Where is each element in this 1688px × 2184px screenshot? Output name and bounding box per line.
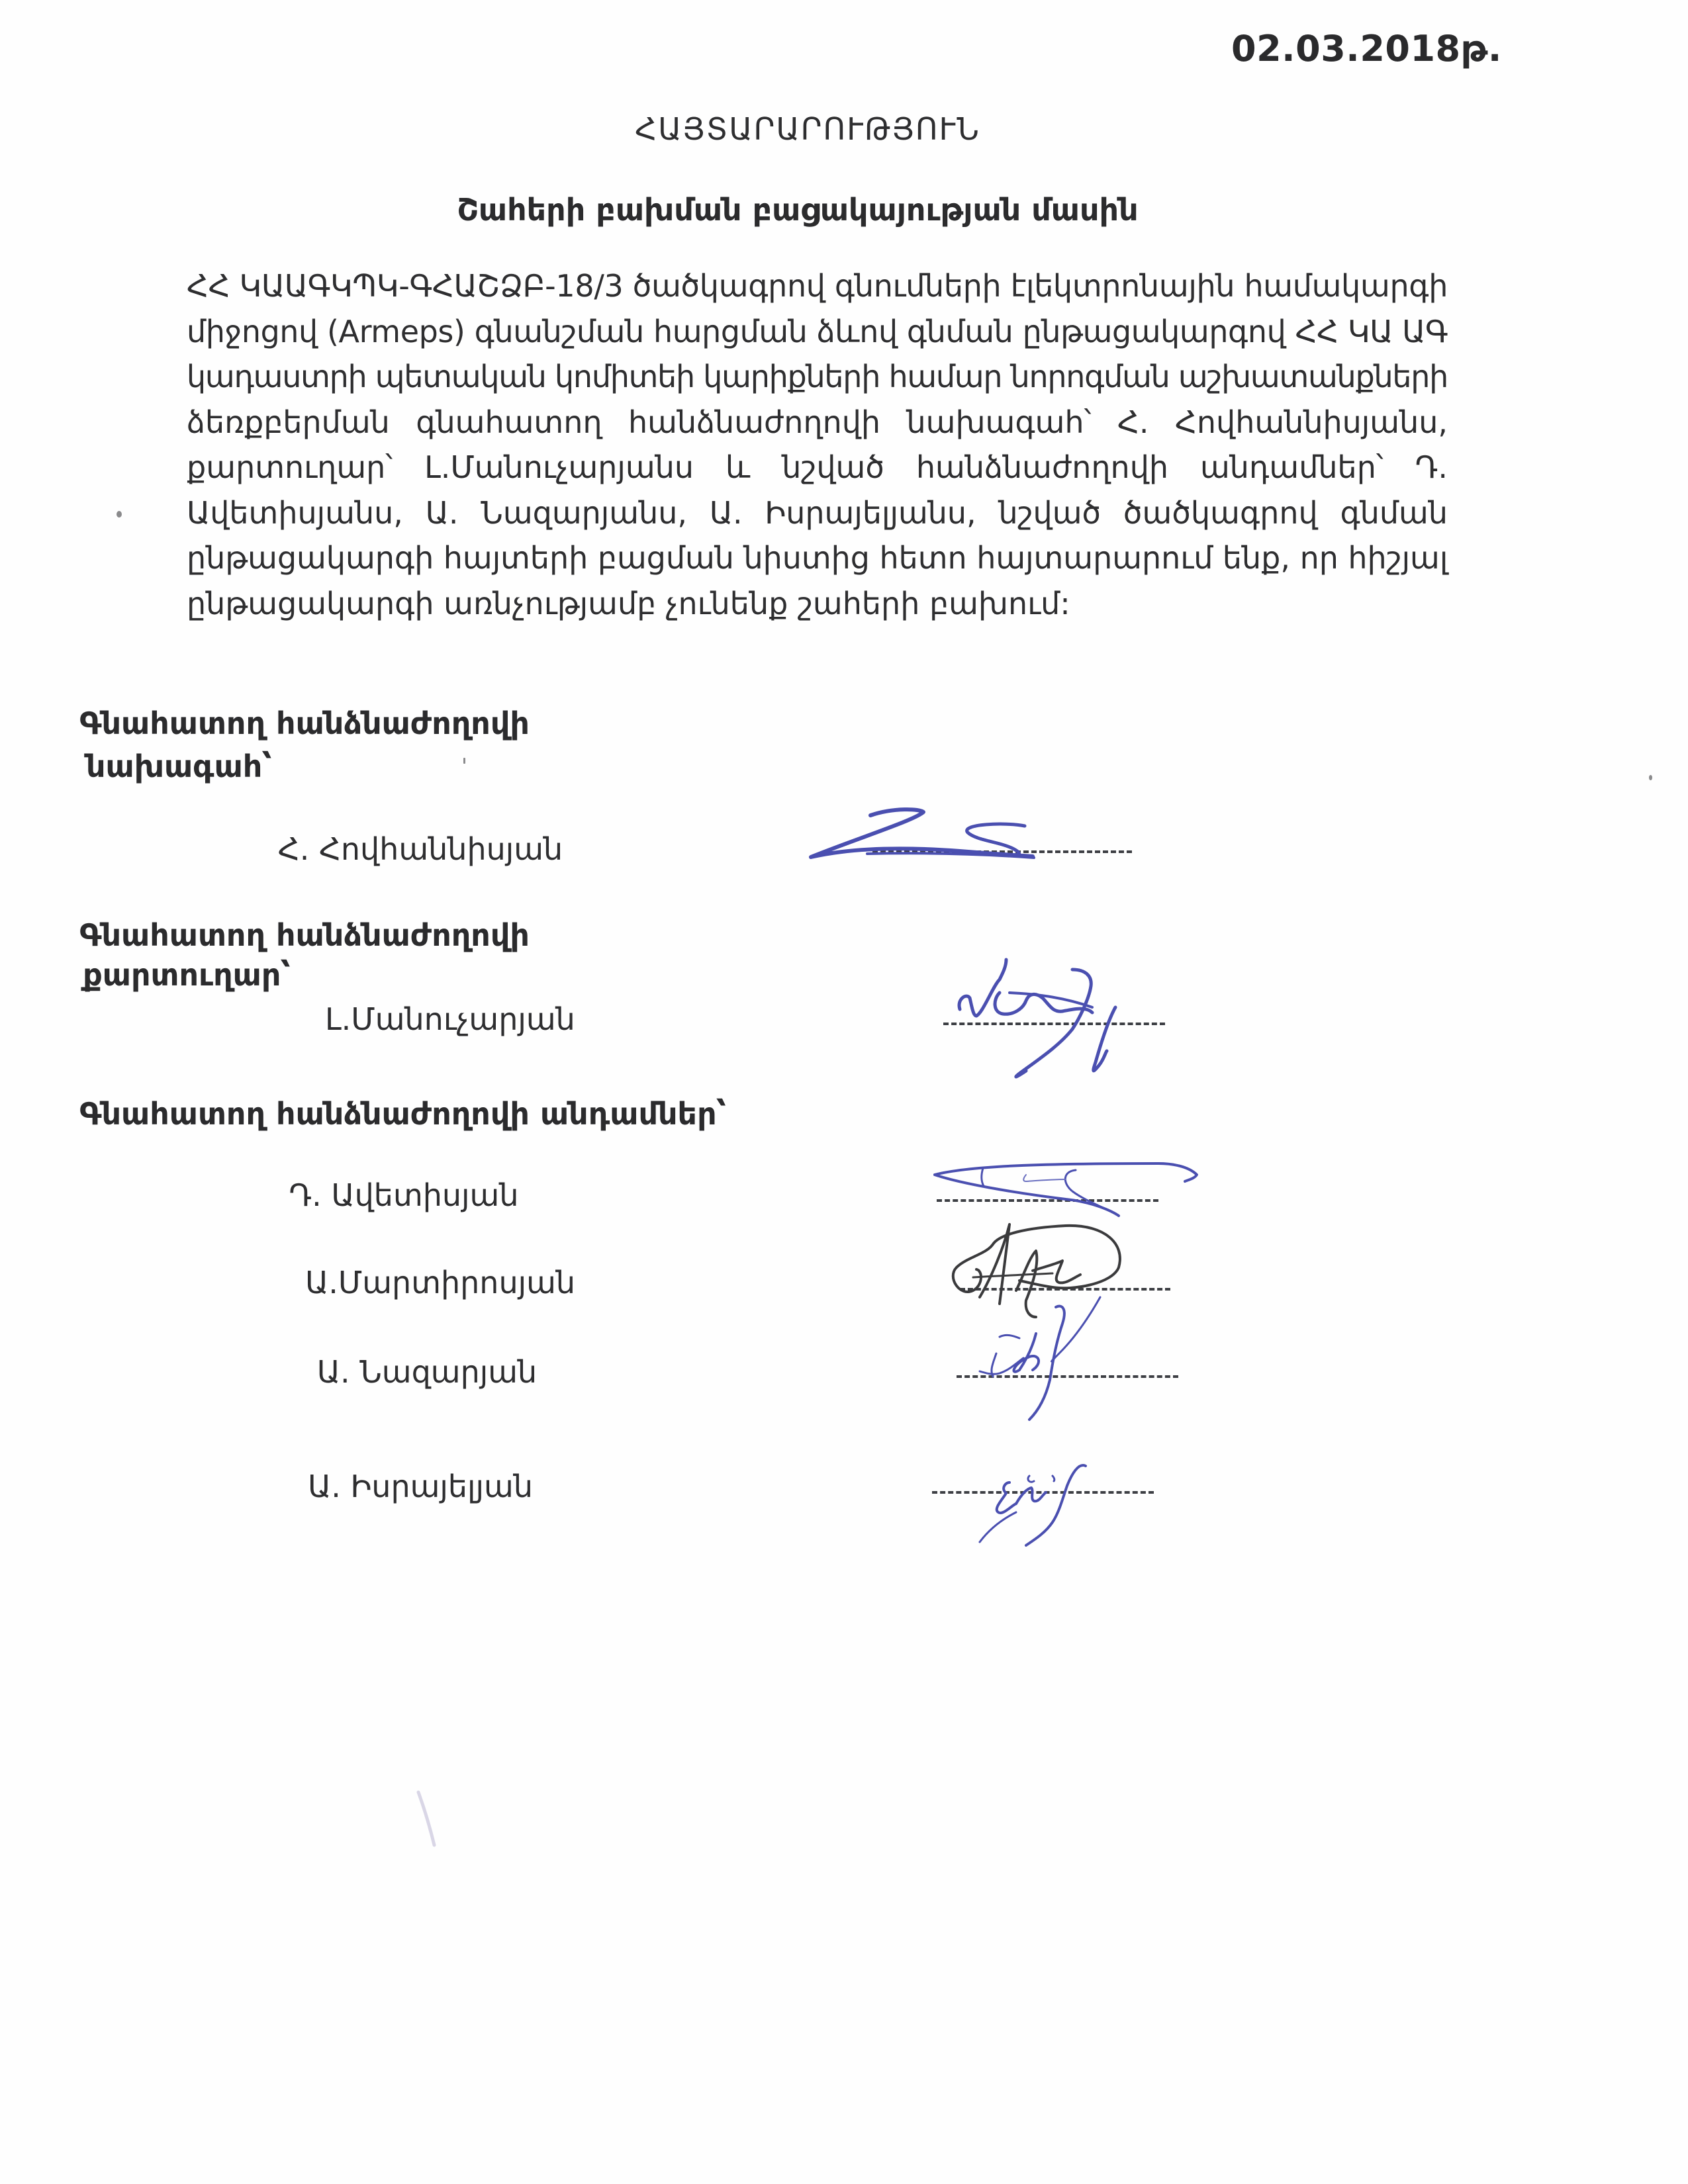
body-line <box>187 400 1448 445</box>
body-line-text: ընթացակարգի առնչությամբ չունենք շահերի բախում: <box>187 585 1070 621</box>
body-line <box>187 535 1448 581</box>
document-subtitle: Շահերի բախման բացակայության մասին <box>457 192 1139 228</box>
document-title-wrap <box>0 111 1688 147</box>
member-signature <box>894 1430 1225 1549</box>
scan-mark <box>384 1787 463 1906</box>
members-heading: Գնահատող հանձնաժողովի անդամներ՝ <box>79 1096 727 1132</box>
chair-heading-line1: Գնահատող հանձնաժողովի <box>79 705 530 741</box>
body-line <box>187 445 1448 490</box>
secretary-signature <box>894 927 1192 1099</box>
secretary-heading-line2: քարտուղար՝ <box>83 957 291 993</box>
body-line-text: քարտուղար՝ Լ.Մանուչարյանս և նշված հանձնաժողովի անդամներ՝ Դ. <box>187 449 1448 485</box>
document-subtitle-wrap <box>0 192 1688 228</box>
body-line <box>187 354 1448 400</box>
body-line-text: ՀՀ ԿԱԱԳԿՊԿ-ԳՀԱՇՁԲ-18/3 ծածկագրով գնումների էլեկտրոնային համակարգի <box>187 268 1448 304</box>
body-line-text: ձեռքբերման գնահատող հանձնաժողովի նախագահ՝ Հ. Հովհաննիսյանս, <box>187 404 1448 440</box>
scan-speck <box>1649 775 1652 780</box>
secretary-heading-line1: Գնահատող հանձնաժողովի <box>79 917 530 953</box>
body-line-text: միջոցով (Armeps) գնանշման հարցման ձևով գնման ընթացակարգով ՀՀ ԿԱ ԱԳ <box>187 313 1448 349</box>
chair-heading-line2: նախագահ՝ <box>86 749 272 784</box>
scan-speck <box>117 511 122 518</box>
member-name: Ա. Իսրայելյան <box>308 1469 533 1504</box>
member-name: Ա.Մարտիրոսյան <box>305 1265 576 1300</box>
chair-signature <box>761 781 1225 887</box>
body-line <box>187 490 1448 536</box>
chair-name: Հ. Հովհաննիսյան <box>277 831 563 867</box>
member-name: Ա. Նազարյան <box>316 1354 538 1390</box>
document-title: ՀԱՅՏԱՐԱՐՈՒԹՅՈՒՆ <box>635 111 980 147</box>
body-line <box>187 309 1448 355</box>
secretary-name: Լ.Մանուչարյան <box>325 1001 575 1037</box>
body-line-text: Ավետիսյանս, Ա. Նազարյանս, Ա. Իսրայելյանս, նշված ծածկագրով գնման <box>187 494 1448 531</box>
document-date: 02.03.2018թ. <box>1231 28 1502 69</box>
body-line-text: ընթացակարգի հայտերի բացման նիստից հետո հայտարարում ենք, որ հիշյալ <box>187 540 1448 576</box>
member-signature <box>894 1297 1225 1430</box>
scan-speck <box>463 758 465 764</box>
body-line-text: կադաստրի պետական կոմիտեի կարիքների համար նորոգման աշխատանքների <box>187 359 1448 394</box>
body-line <box>187 263 1448 309</box>
body-line <box>187 581 1448 627</box>
body-paragraph <box>187 263 1448 626</box>
member-name: Դ. Ավետիսյան <box>289 1177 519 1213</box>
